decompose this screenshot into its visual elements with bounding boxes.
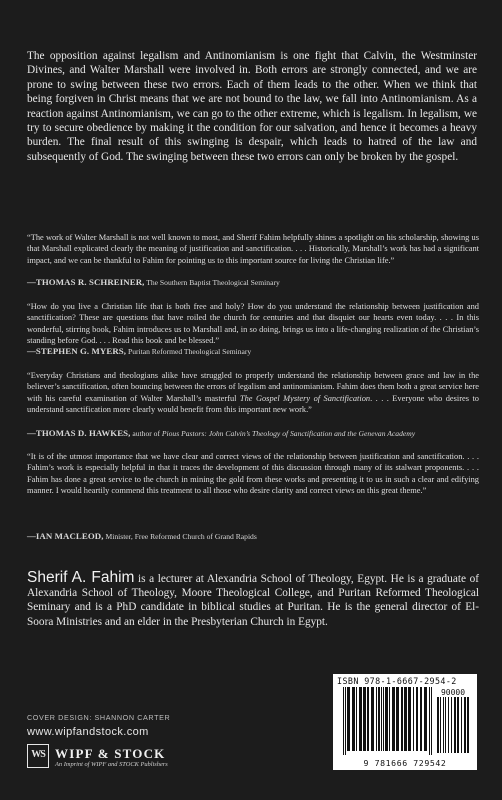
- logo-initials: WS: [31, 749, 45, 760]
- barcode-bar: [359, 687, 362, 751]
- barcode-bar: [404, 687, 407, 751]
- barcode-bar: [385, 687, 388, 751]
- barcode-bar: [420, 687, 422, 751]
- endorsement-attribution-hawkes: [27, 428, 479, 439]
- publisher-name: WIPF & STOCK: [55, 746, 166, 761]
- publisher-logo: [27, 744, 267, 774]
- barcode-bar: [376, 687, 377, 751]
- addon-bar: [467, 697, 469, 753]
- addon-bar: [443, 697, 444, 753]
- barcode-bars: [337, 687, 473, 757]
- endorsement-quote-macleod: “It is of the utmost importance that we have clear and correct views of the relationship between justification and sanctification. . . . Fahim’s work is especially helpful in that it traces the development of this discussion through many of its stalwart proponents. . . . Fahim has done a great service to the church in mining the gold from these works and presenting it to us in such a clear and edifying manner. I would heartily commend this treatment to all those who desire clarity and correct views on this great theme.”: [27, 452, 479, 496]
- addon-bar: [440, 697, 441, 753]
- addon-bar: [464, 697, 466, 753]
- endorser-affiliation: author of: [130, 429, 162, 438]
- endorsement-quote-myers: “How do you live a Christian life that is both free and holy? How do you understand the relationship between justification and sanctification? These are questions that have roiled the church for centuries and that disquiet our hearts even today. . . . In this wonderful, stirring book, Fahim introduces us to Marshall and, in so doing, brings us into a life-changing realization of the Christian’s standing before God. . . . Read this book and be blessed.”: [27, 302, 479, 346]
- barcode-bar: [431, 687, 432, 755]
- addon-bar: [461, 697, 462, 753]
- barcode-bar: [429, 687, 430, 755]
- quoted-book-title: The Gospel Mystery of Sanctification: [239, 393, 371, 403]
- isbn-number: [337, 676, 473, 686]
- barcode-bar: [345, 687, 346, 755]
- barcode-bar: [367, 687, 369, 751]
- cover-design-credit: COVER DESIGN: SHANNON CARTER: [27, 713, 171, 722]
- endorser-name: —THOMAS R. SCHREINER,: [27, 277, 145, 287]
- barcode-bar: [392, 687, 395, 751]
- ean-number: 9 781666 729542: [363, 758, 447, 768]
- barcode-bar: [401, 687, 403, 751]
- endorsement-quote-hawkes: [27, 370, 479, 416]
- barcode-bar: [413, 687, 414, 751]
- endorser-name: —STEPHEN G. MYERS,: [27, 346, 127, 356]
- barcode-bar: [371, 687, 374, 751]
- barcode-bar: [424, 687, 427, 751]
- endorser-affiliation: Puritan Reformed Theological Seminary: [126, 347, 252, 356]
- barcode-bar: [396, 687, 399, 751]
- publisher-tagline: An Imprint of WIPF and STOCK Publishers: [55, 761, 168, 768]
- barcode-bar: [347, 687, 350, 751]
- barcode-bar: [352, 687, 355, 751]
- isbn-barcode: [333, 674, 477, 770]
- endorser-name: —IAN MACLEOD,: [27, 531, 104, 541]
- isbn-label: ISBN 978-1-6667-2954-2: [337, 676, 457, 686]
- book-description: The opposition against legalism and Antinomianism is one fight that Calvin, the Westminster Divines, and Walter Marshall were involved in. Both errors are strongly connected, and we are prone to swing between these two errors. Each of them leads to the other. When we think that being forgiven in Christ means that we are not bound to the law, we fall into Antinomianism. As a reaction against Antinomianism, we can go to the other extreme, which is legalism. In legalism, we try to secure obedience by making it the condition for our salvation, and hence it becomes a heavy burden. The final result of this swinging is despair, which leads to hatred of the law and subsequently of God. The swinging between these two errors can only be broken by the gospel.: [27, 50, 477, 163]
- quote-text: . . . . Everyone who desires to understand sanctification more clearly would benefit from this important new work.”: [27, 393, 479, 415]
- barcode-bar: [343, 687, 344, 755]
- publisher-logo-icon: [27, 744, 49, 768]
- addon-bar: [451, 697, 452, 753]
- barcode-bar: [383, 687, 384, 751]
- endorsement-attribution-myers: [27, 346, 479, 357]
- endorsement-attribution-schreiner: [27, 277, 479, 288]
- endorser-book-title: Pious Pastors: John Calvin’s Theology of Sanctification and the Genevan Academy: [161, 429, 416, 438]
- addon-bar: [454, 697, 456, 753]
- author-bio: [27, 571, 479, 629]
- endorser-affiliation: The Southern Baptist Theological Seminary: [144, 278, 280, 287]
- publisher-website[interactable]: www.wipfandstock.com: [27, 726, 149, 738]
- endorser-affiliation: Minister, Free Reformed Church of Grand Rapids: [103, 532, 257, 541]
- addon-bar: [445, 697, 446, 753]
- barcode-bar: [363, 687, 366, 751]
- author-bio-text: is a lecturer at Alexandria School of Theology, Egypt. He is a graduate of Alexandria School of Theology, Moore Theological College, and Puritan Reformed Theological Seminary and is a PhD candidate in biblical studies at Puritan. He is the general director of El-Soora Ministries and an elder in the Presbyterian Church in Egypt.: [27, 573, 479, 628]
- quote-text: “Everyday Christians and theologians alike have struggled to properly understand the relationship between grace and law in the believer’s sanctification, often bouncing between the errors of legalism and antinomianism. Fahim does them both a great service here with his careful examination of Walter Marshall’s masterful: [27, 371, 479, 403]
- barcode-bar: [381, 687, 382, 751]
- price-code: 90000: [440, 688, 466, 697]
- barcode-bar: [356, 687, 357, 751]
- addon-bar: [437, 697, 439, 753]
- author-name: Sherif A. Fahim: [27, 569, 135, 586]
- barcode-bar: [408, 687, 411, 751]
- addon-bar: [448, 697, 449, 753]
- barcode-bar: [378, 687, 380, 751]
- barcode-bar: [416, 687, 418, 751]
- addon-bar: [457, 697, 459, 753]
- barcode-bar: [389, 687, 390, 751]
- endorsement-quote-schreiner: “The work of Walter Marshall is not well known to most, and Sherif Fahim helpfully shines a spotlight on his scholarship, showing us that Marshall explicated clearly the meaning of justification and sanctification. . . . Historically, Marshall’s work has had a significant impact, and we can be thankful to Fahim for pointing us to this important source for living the Christian life.”: [27, 233, 479, 265]
- endorser-name: —THOMAS D. HAWKES,: [27, 428, 131, 438]
- endorsement-attribution-macleod: [27, 531, 479, 542]
